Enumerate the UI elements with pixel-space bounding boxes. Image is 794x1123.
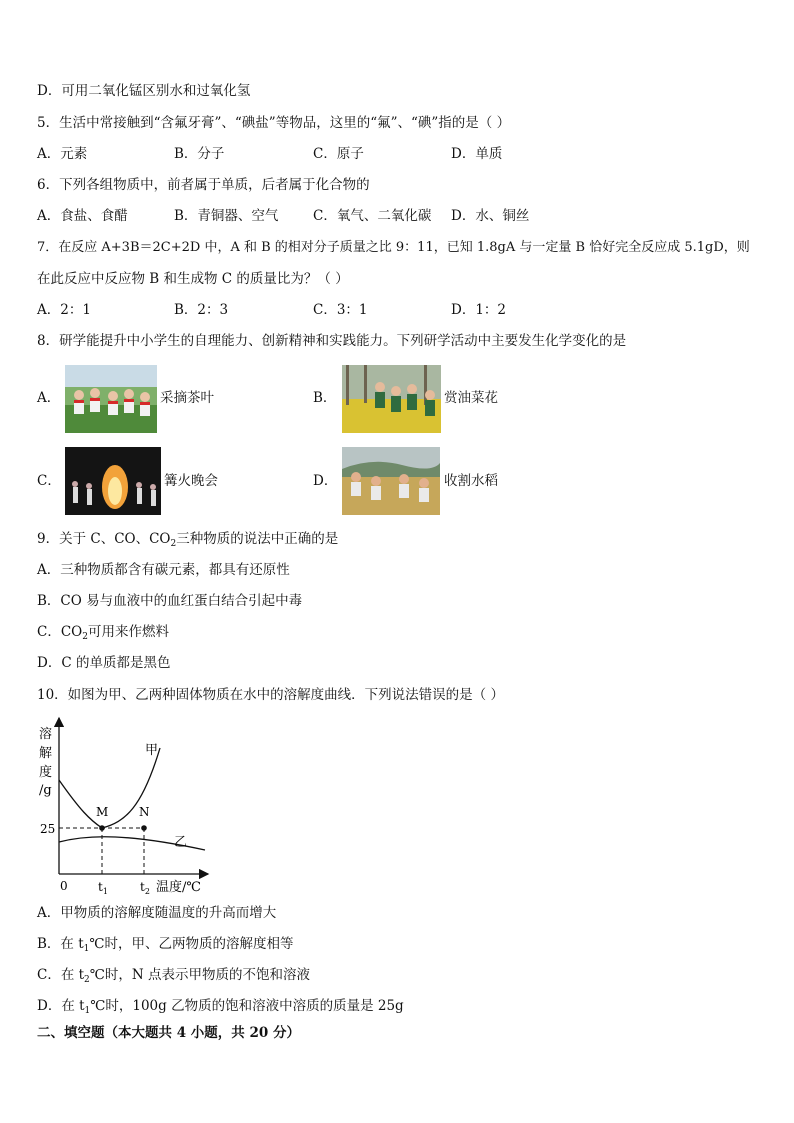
q7-option-c: C．3：1 (313, 302, 368, 318)
q6-option-d: D．水、铜丝 (451, 208, 530, 224)
x-axis-label: 温度/℃ (156, 880, 201, 895)
section-2-heading: 二、填空题（本大题共 4 小题，共 20 分） (37, 1025, 300, 1041)
q8-stem: 8．研学能提升中小学生的自理能力、创新精神和实践能力。下列研学活动中主要发生化学变化的是 (37, 333, 627, 349)
q9-option-c: C．$CO_2$可用来作燃料 (37, 624, 169, 642)
q10-option-a: A．甲物质的溶解度随温度的升高而增大 (37, 905, 277, 921)
q9-option-d: D．C 的单质都是黑色 (37, 655, 171, 671)
x-tick-t2: $t_2$ (140, 880, 150, 896)
q7-option-b: B．2：3 (174, 302, 229, 318)
q8-option-d-letter: D． (313, 473, 338, 489)
solubility-curve-graph (30, 712, 220, 902)
q7-option-d: D．1：2 (451, 302, 507, 318)
q9-option-b: B．CO 易与血液中的血红蛋白结合引起中毒 (37, 593, 303, 609)
q5-option-c: C．原子 (313, 146, 364, 162)
curve-yi-label: 乙 (174, 835, 188, 850)
q8-caption-c: 篝火晚会 (164, 473, 218, 489)
q7-option-a: A．2：1 (37, 302, 91, 318)
point-n-dot (141, 825, 147, 831)
q10-option-c: C．在 $t_2℃$时，N 点表示甲物质的不饱和溶液 (37, 967, 310, 985)
q7-stem-line2: 在此反应中反应物 B 和生成物 C 的质量比为？（ ） (37, 271, 349, 287)
q4-option-d: D．可用二氧化锰区别水和过氧化氢 (37, 83, 251, 99)
q5-option-a: A．元素 (37, 146, 88, 162)
q5-option-b: B．分子 (174, 146, 225, 162)
point-n-label: N (139, 805, 150, 819)
ylabel-char-2: 解 (39, 746, 53, 761)
q10-stem: 10．如图为甲、乙两种固体物质在水中的溶解度曲线．下列说法错误的是（ ） (37, 687, 504, 703)
q9-stem: 9．关于 C、CO、$CO_2$三种物质的说法中正确的是 (37, 531, 339, 549)
q8-option-c-letter: C． (37, 473, 61, 489)
q8-caption-a: 采摘茶叶 (160, 390, 214, 406)
ylabel-char-1: 溶 (39, 727, 53, 742)
rice-harvest-photo (342, 447, 440, 515)
q8-caption-b: 赏油菜花 (444, 390, 498, 406)
curve-jia-label: 甲 (145, 743, 159, 758)
q6-option-b: B．青铜器、空气 (174, 208, 279, 224)
q10-option-b: B．在 $t_1℃$时，甲、乙两物质的溶解度相等 (37, 936, 294, 954)
q10-option-d: D．在 $t_1℃$时，100g 乙物质的饱和溶液中溶质的质量是 25g (37, 998, 404, 1016)
y-tick-25: 25 (40, 822, 56, 836)
tea-picking-photo (65, 365, 157, 433)
q8-caption-d: 收割水稻 (444, 473, 498, 489)
q5-stem: 5．生活中常接触到“含氟牙膏”、“碘盐”等物品，这里的“氟”、“碘”指的是（ ） (37, 115, 511, 131)
q9-option-a: A．三种物质都含有碳元素，都具有还原性 (37, 562, 290, 578)
q6-option-c: C．氧气、二氧化碳 (313, 208, 432, 224)
origin-label: 0 (60, 879, 68, 893)
q8-option-a-letter: A． (37, 390, 61, 406)
q8-option-b-letter: B． (313, 390, 337, 406)
point-m-dot (99, 825, 105, 831)
bonfire-party-photo (65, 447, 161, 515)
x-tick-t1: $t_1$ (98, 880, 108, 896)
q6-stem: 6．下列各组物质中，前者属于单质，后者属于化合物的 (37, 177, 370, 193)
q7-stem-line1: 7．在反应 A+3B＝2C+2D 中，A 和 B 的相对分子质量之比 9：11，已知 1.8gA 与一定量 B 恰好完全反应成 5.1gD，则 (37, 240, 750, 255)
q6-option-a: A．食盐、食醋 (37, 208, 128, 224)
ylabel-char-4: /g (39, 783, 52, 798)
rapeseed-flower-photo (342, 365, 441, 433)
q5-option-d: D．单质 (451, 146, 503, 162)
ylabel-char-3: 度 (39, 765, 53, 780)
point-m-label: M (96, 805, 109, 819)
